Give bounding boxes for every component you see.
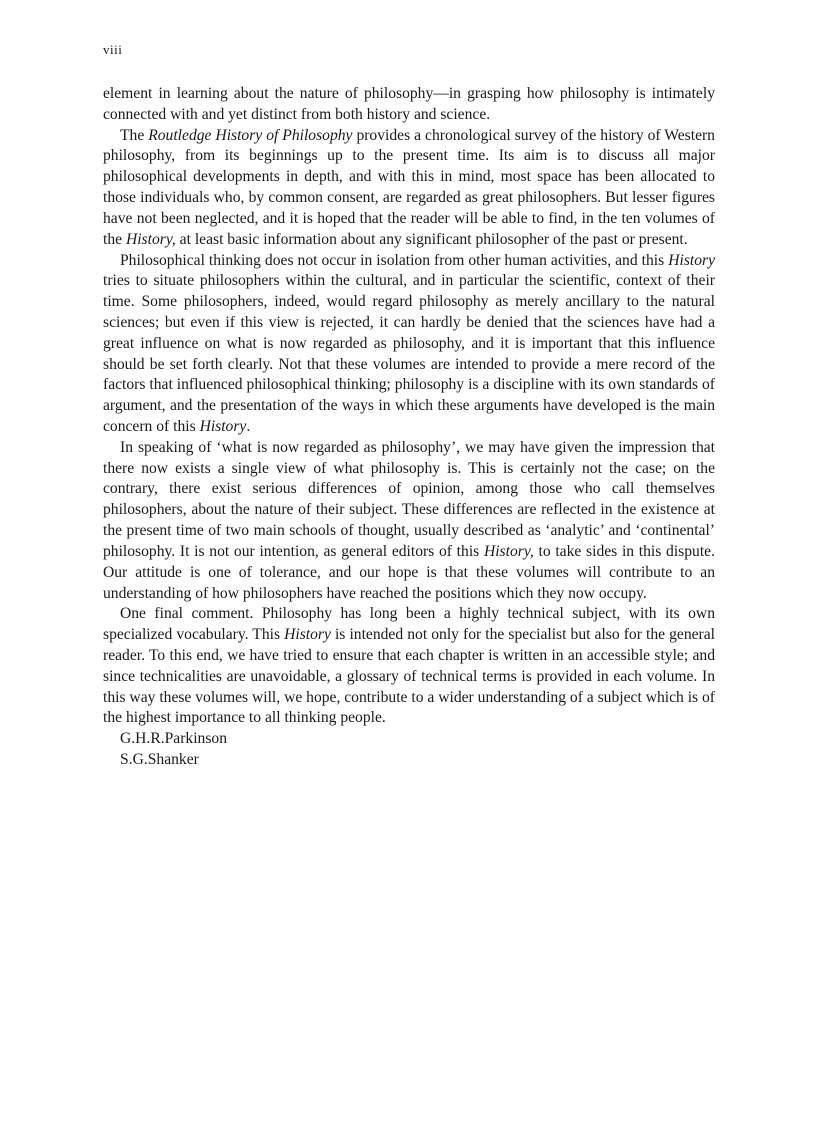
italic-title-text: History,	[125, 230, 176, 248]
paragraph-text: The	[120, 126, 149, 144]
paragraph-text: tries to situate philosophers within the cultural, and in particular the scientific, context of their time. Some philosophers, indeed, would regard philosophy as merely ancillary to the natural sciences; but even if this view is rejected, it can hardly be denied that the sciences have had a great influence on what is now regarded as philosophy, and it is important that this influence should be set forth clearly. Not that these volumes are intended to provide a mere record of the factors that influenced philosophical thinking; philosophy is a discipline with its own standards of argument, and the presentation of the ways in which these arguments have developed is the main concern of this	[103, 272, 715, 435]
paragraph-text: element in learning about the nature of philosophy—in grasping how philosophy is intimately connected with and yet distinct from both history and science.	[103, 85, 715, 123]
paragraph	[103, 251, 715, 438]
paragraph	[103, 126, 715, 251]
paragraph-text: One final comment. Philosophy has long been a highly technical subject, with its own specialized vocabulary. This	[103, 605, 715, 644]
paragraph-text: In speaking of ‘what is now regarded as philosophy’, we may have given the impression that there now exists a single view of what philosophy is. This is certainly not the case; on the contrary, there exist serious differences of opinion, among those who call themselves philosophers, about the nature of their subject. These differences are reflected in the existence at the present time of two main schools of thought, usually described as ‘analytic’ and ‘continental’ philosophy. It is not our intention, as general editors of this	[103, 438, 715, 560]
italic-title-text: History	[199, 418, 247, 435]
paragraph-text: Philosophical thinking does not occur in isolation from other human activities, and this	[120, 251, 669, 269]
paragraph	[103, 604, 715, 729]
paragraph	[103, 438, 715, 605]
signature-shanker: S.G.Shanker	[120, 751, 199, 768]
paragraph-text: provides a chronological survey of the history of Western philosophy, from its beginnings up to the present time. Its aim is to discuss all major philosophical developments in depth, and with this in mind, most space has been allocated to those individuals who, by common consent, are regarded as great philosophers. But lesser figures have not been neglected, and it is hoped that the reader will be able to find, in the ten volumes of the	[103, 126, 715, 248]
paragraph-text: .	[246, 418, 251, 435]
page-number: viii	[103, 42, 123, 57]
signature-parkinson: G.H.R.Parkinson	[120, 730, 227, 748]
paragraph-text: is intended not only for the specialist but also for the general reader. To this end, we have tried to ensure that each chapter is written in an accessible style; and since technicalities are unavoidable, a glossary of technical terms is provided in each volume. In this way these volumes will, we hope, contribute to a wider understanding of a subject which is of the highest importance to all thinking people.	[103, 626, 716, 727]
italic-title-text: History	[284, 626, 331, 644]
italic-title-text: Routledge History of Philosophy	[148, 126, 353, 144]
italic-title-text: History,	[483, 542, 534, 560]
preface-body	[103, 84, 715, 771]
paragraph-text: to take sides in this dispute. Our attitude is one of tolerance, and our hope is that these volumes will contribute to an understanding of how philosophers have reached the positions which they now occupy.	[103, 542, 715, 602]
paragraph	[103, 84, 715, 126]
italic-title-text: History	[668, 251, 715, 269]
paragraph-text: at least basic information about any significant philosopher of the past or present.	[175, 230, 688, 248]
